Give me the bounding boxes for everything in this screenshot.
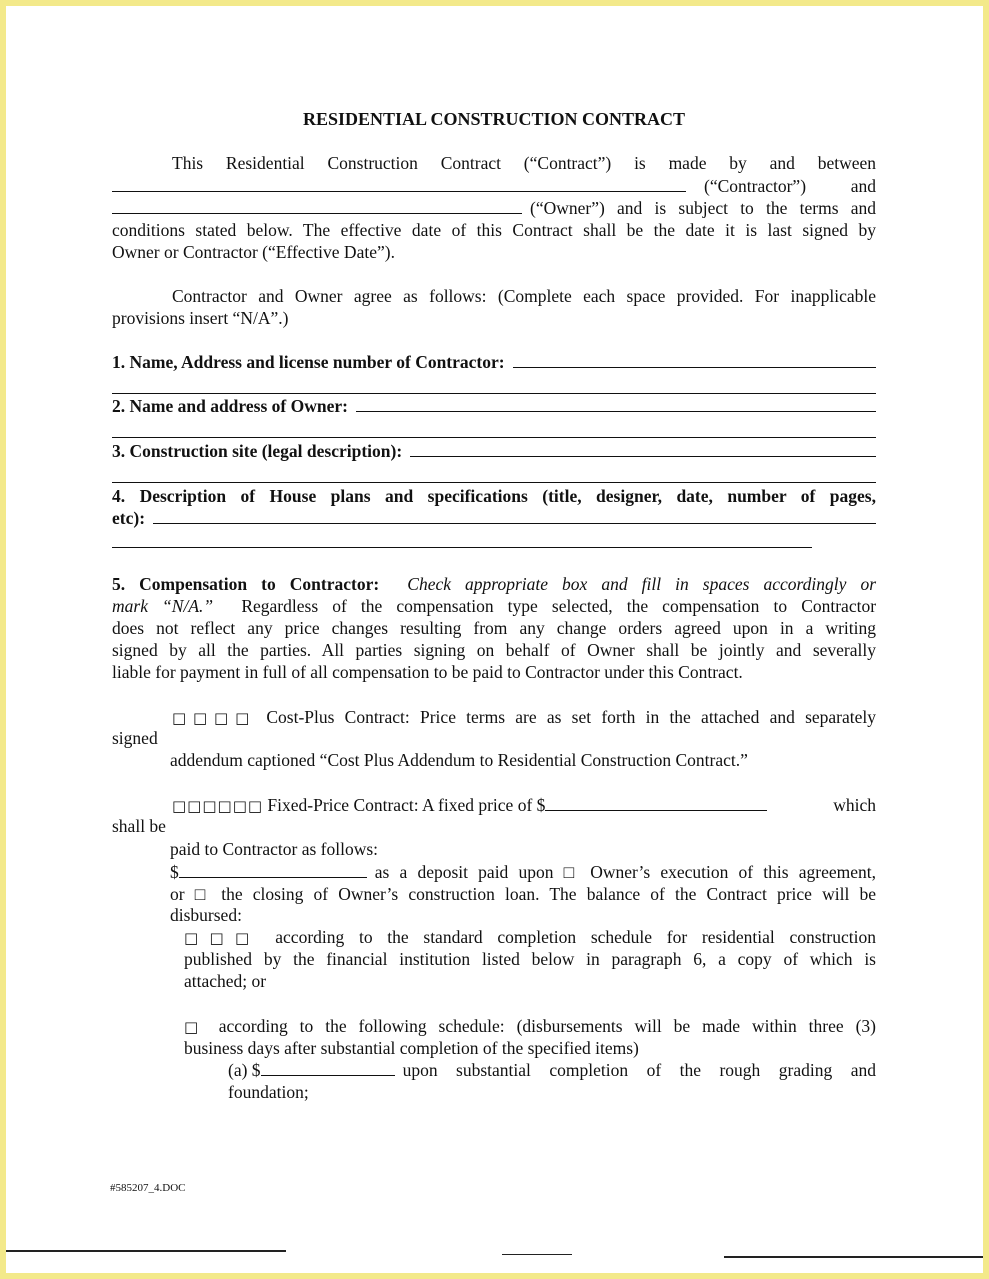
site-description-blank[interactable] [410, 442, 876, 457]
document-title: RESIDENTIAL CONSTRUCTION CONTRACT [302, 109, 686, 129]
fixed-price-amount-blank[interactable] [545, 795, 767, 811]
section-1-label: 1. Name, Address and license number of Contractor: [112, 352, 505, 372]
section-2-label: 2. Name and address of Owner: [112, 396, 348, 416]
standard-schedule-line-3: attached; or [184, 971, 267, 991]
fixed-price-line-1 [112, 794, 876, 817]
section-5-line-3: does not reflect any price changes resulting from any change orders agreed upon in a writing [112, 618, 876, 638]
following-schedule-line-2: business days after substantial completion of the specified items) [184, 1038, 639, 1058]
deposit-amount-blank[interactable] [179, 862, 367, 878]
cost-plus-line-2: signed [112, 728, 158, 748]
intro-line-2 [112, 175, 876, 197]
standard-schedule-line-2: published by the financial institution listed below in paragraph 6, a copy of which is [184, 949, 876, 969]
section-5-text-2: Regardless of the compensation type selected, the compensation to Contractor [241, 596, 877, 616]
cost-plus-line-1 [112, 706, 876, 729]
section-1 [112, 351, 876, 373]
document-page [6, 6, 983, 1273]
cost-plus-text: Cost-Plus Contract: Price terms are as set forth in the attached and separately [266, 707, 876, 727]
contractor-info-blank[interactable] [513, 353, 876, 368]
section-4-line-2 [112, 507, 876, 529]
section-5-instruction: Check appropriate box and fill in spaces accordingly or [407, 574, 877, 594]
scan-line-center [502, 1254, 572, 1255]
owner-name-blank[interactable] [112, 198, 522, 214]
section-2-extra-line[interactable] [112, 437, 876, 438]
cost-plus-line-3: addendum captioned “Cost Plus Addendum to Residential Construction Contract.” [170, 750, 748, 770]
contractor-name-blank[interactable] [112, 176, 686, 192]
item-a-line-2: foundation; [228, 1082, 309, 1102]
contractor-label: (“Contractor”) and [704, 176, 876, 196]
section-4-extra-line[interactable] [112, 547, 812, 548]
section-3 [112, 440, 876, 462]
section-5-na-note: mark “N/A.” [112, 596, 214, 616]
closing-line: or □ the closing of Owner’s construction loan. The balance of the Contract price will be [170, 884, 876, 904]
fixed-price-line-2: shall be [112, 816, 166, 836]
owner-label: (“Owner”) and is subject to the terms and [530, 198, 876, 218]
intro-line-4: conditions stated below. The effective date of this Contract shall be the date it is last signed by [112, 220, 876, 240]
section-5-line-4: signed by all the parties. All parties signing on behalf of Owner shall be jointly and severally [112, 640, 876, 660]
fixed-price-text: Fixed-Price Contract: A fixed price of $ [267, 795, 546, 815]
following-schedule-line-1 [112, 1015, 876, 1038]
cost-plus-checkbox[interactable]: □□□□ [172, 709, 257, 727]
standard-schedule-line-1 [112, 926, 876, 949]
standard-schedule-checkbox[interactable]: □□□ [184, 929, 261, 947]
fixed-price-line-3: paid to Contractor as follows: [170, 839, 379, 859]
instructions-line-2: provisions insert “N/A”.) [112, 308, 289, 328]
instructions-line-1: Contractor and Owner agree as follows: (Complete each space provided. For inapplicable [172, 286, 876, 306]
scan-line-left [6, 1250, 286, 1252]
deposit-text: as a deposit paid upon □ Owner’s execution of this agreement, [374, 862, 876, 882]
disbursed-line: disbursed: [170, 905, 242, 925]
deposit-dollar: $ [170, 862, 179, 882]
section-4-line-1 [112, 485, 876, 507]
section-5-line-2 [112, 595, 876, 617]
following-schedule-checkbox[interactable]: □ [184, 1018, 207, 1036]
section-2 [112, 395, 876, 417]
section-1-extra-line[interactable] [112, 393, 876, 394]
section-5-line-1 [112, 573, 876, 595]
intro-line-1: This Residential Construction Contract (“Contract”) is made by and between [172, 153, 876, 173]
section-3-label: 3. Construction site (legal description): [112, 441, 403, 461]
house-plans-blank[interactable] [153, 509, 876, 524]
following-schedule-text: according to the following schedule: (disbursements will be made within three (3) [218, 1016, 876, 1036]
deposit-line [112, 861, 876, 883]
section-4-label: 4. Description of House plans and specifications (title, designer, date, number of pages, [112, 486, 876, 506]
intro-line-5: Owner or Contractor (“Effective Date”). [112, 242, 395, 262]
item-a-line [112, 1059, 876, 1081]
item-a-text: upon substantial completion of the rough grading and [402, 1060, 876, 1080]
intro-line-3 [112, 197, 876, 219]
section-4-label-cont: etc): [112, 508, 146, 528]
document-footer-id: #585207_4.DOC [110, 1182, 186, 1194]
fixed-price-checkbox[interactable]: □□□□□□ [172, 797, 264, 815]
section-5-line-5: liable for payment in full of all compensation to be paid to Contractor under this Contract. [112, 662, 743, 682]
owner-info-blank[interactable] [356, 397, 876, 412]
item-a-label: (a) $ [228, 1060, 261, 1080]
item-a-amount-blank[interactable] [261, 1060, 395, 1076]
section-5-label: 5. Compensation to Contractor: [112, 574, 380, 594]
standard-schedule-text: according to the standard completion schedule for residential construction [275, 927, 877, 947]
fixed-price-which: which [833, 795, 876, 815]
scan-line-right [724, 1256, 983, 1258]
section-3-extra-line[interactable] [112, 482, 876, 483]
